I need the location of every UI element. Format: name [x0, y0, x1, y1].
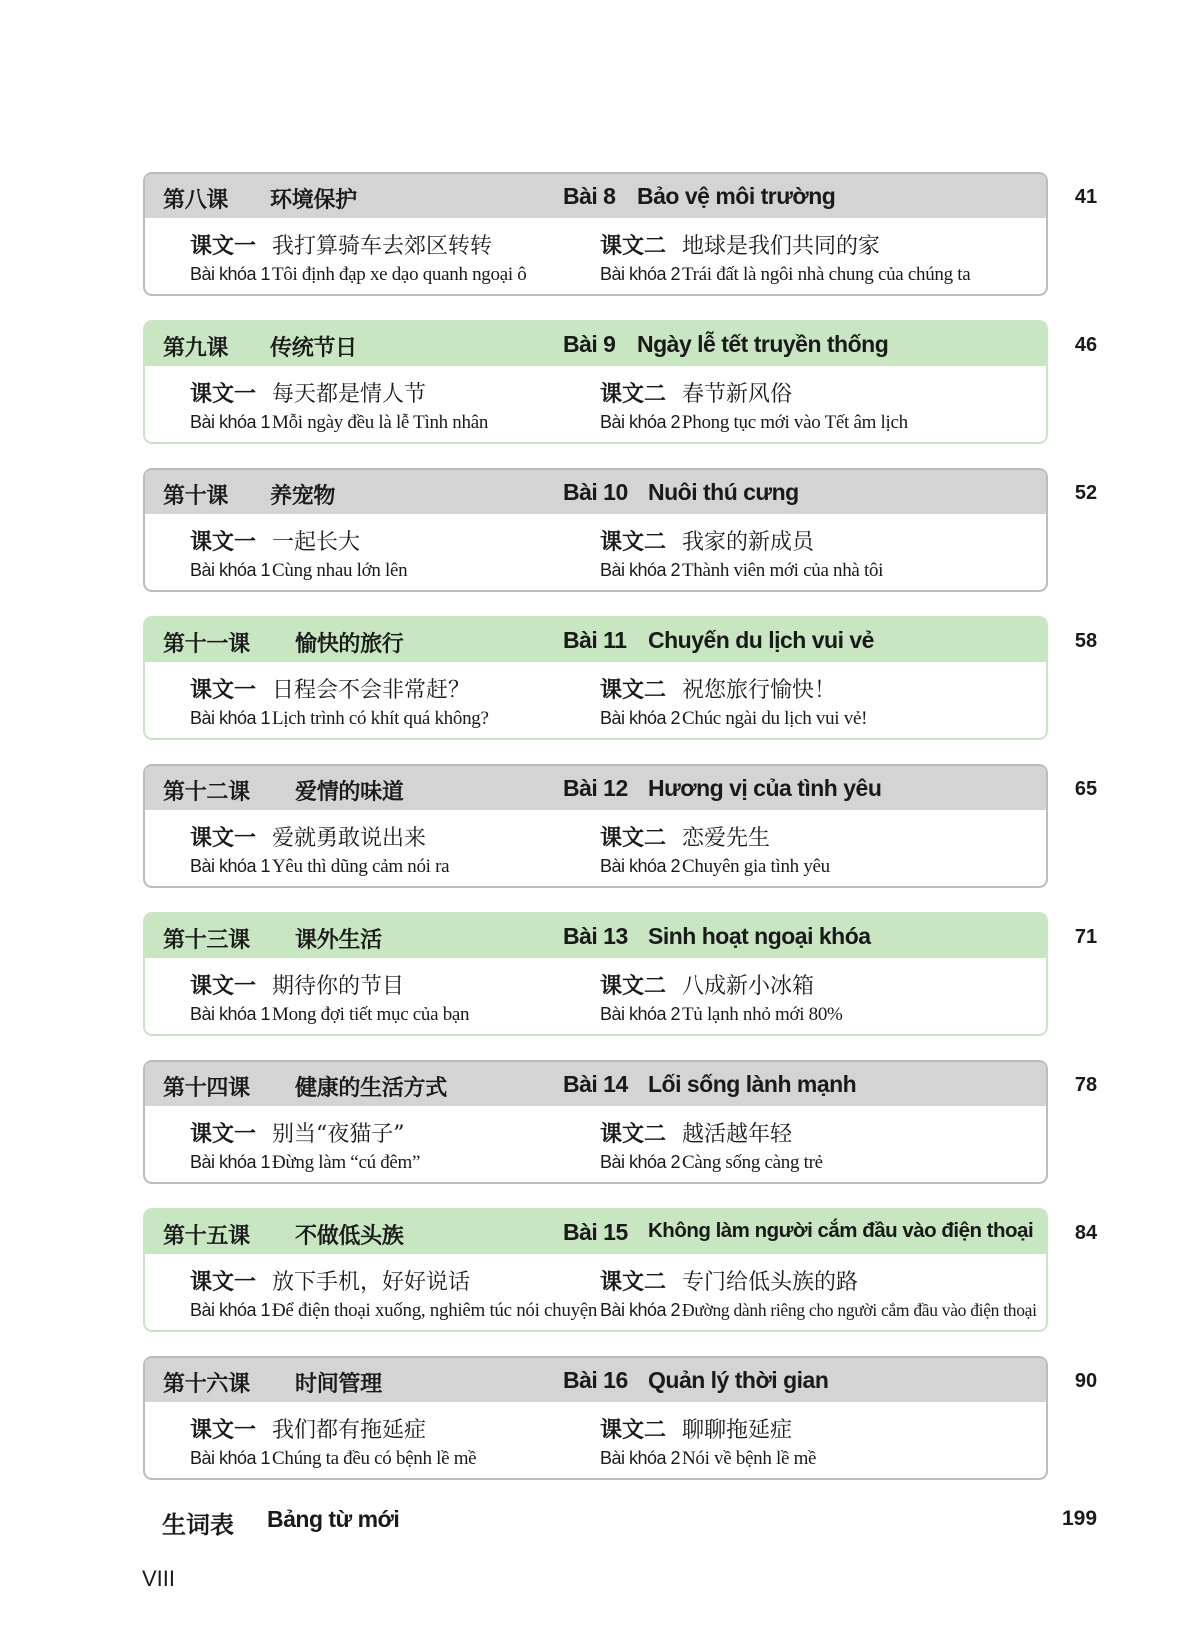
- text1-title-vi: Mỗi ngày đều là lễ Tình nhân: [272, 412, 489, 433]
- text2-label: 课文二: [600, 826, 667, 851]
- text1-title-vi: Tôi định đạp xe dạo quanh ngoại ô: [272, 264, 527, 285]
- lesson-title-vi: Nuôi thú cưng: [648, 479, 799, 505]
- lesson-number-zh: 第十六课: [163, 1372, 250, 1397]
- lesson-block: [143, 764, 1048, 888]
- text2-title-zh: 我家的新成员: [682, 530, 815, 555]
- text1-label: 课文一: [190, 382, 257, 407]
- lesson-number-vi: Bài 9: [563, 331, 616, 357]
- text1-title-vi: Yêu thì dũng cảm nói ra: [272, 856, 450, 877]
- text1-label-vi: Bài khóa 1: [190, 264, 271, 284]
- text2-label-vi: Bài khóa 2: [600, 1004, 681, 1024]
- text1-title-zh: 我们都有拖延症: [272, 1418, 427, 1443]
- text2-title-zh: 祝您旅行愉快！: [682, 678, 837, 703]
- lesson-number-vi: Bài 10: [563, 479, 628, 505]
- lesson-number-zh: 第十四课: [163, 1076, 250, 1101]
- lesson-number-zh: 第十五课: [163, 1224, 250, 1249]
- text2-label-vi: Bài khóa 2: [600, 560, 681, 580]
- lesson-title-vi: Chuyến du lịch vui vẻ: [648, 627, 874, 653]
- text1-title-zh: 期待你的节目: [272, 974, 405, 999]
- lesson-title-vi: Bảo vệ môi trường: [637, 183, 836, 209]
- vocab-list-title-vi: Bảng từ mới: [267, 1506, 400, 1532]
- text1-title-vi: Đừng làm “cú đêm”: [272, 1152, 421, 1173]
- text1-label: 课文一: [190, 1122, 257, 1147]
- text1-label: 课文一: [190, 678, 257, 703]
- lesson-page-number: 52: [1074, 482, 1098, 504]
- lesson-number-zh: 第八课: [163, 188, 229, 213]
- text2-label-vi: Bài khóa 2: [600, 856, 681, 876]
- lesson-title-vi: Sinh hoạt ngoại khóa: [648, 923, 871, 949]
- lesson-number-vi: Bài 16: [563, 1367, 628, 1393]
- lesson-title-zh: 时间管理: [295, 1372, 382, 1397]
- lesson-block: [143, 1208, 1048, 1332]
- vocab-page-number: 199: [1062, 1507, 1098, 1530]
- page-number-roman: VIII: [142, 1566, 176, 1591]
- lesson-title-vi: Ngày lễ tết truyền thống: [637, 331, 889, 357]
- lesson-title-zh: 愉快的旅行: [295, 632, 404, 657]
- text2-title-vi: Tủ lạnh nhỏ mới 80%: [682, 1004, 843, 1025]
- text2-title-zh: 越活越年轻: [682, 1122, 793, 1147]
- lesson-block: [143, 912, 1048, 1036]
- text1-label-vi: Bài khóa 1: [190, 1448, 271, 1468]
- lesson-page-number: 46: [1074, 334, 1098, 356]
- text1-label: 课文一: [190, 1270, 257, 1295]
- lesson-title-zh: 养宠物: [270, 484, 336, 509]
- text1-title-zh: 放下手机，好好说话: [272, 1270, 471, 1295]
- text2-label: 课文二: [600, 382, 667, 407]
- lesson-title-vi: Quản lý thời gian: [648, 1367, 829, 1393]
- lesson-number-vi: Bài 12: [563, 775, 628, 801]
- lesson-block: [143, 172, 1048, 296]
- text2-title-vi: Trái đất là ngôi nhà chung của chúng ta: [682, 264, 971, 285]
- text2-title-vi: Nói về bệnh lề mề: [682, 1448, 817, 1469]
- lesson-block: [143, 468, 1048, 592]
- vocab-list-title-zh: 生词表: [162, 1511, 234, 1539]
- text2-title-zh: 八成新小冰箱: [682, 974, 815, 999]
- lesson-title-zh: 健康的生活方式: [295, 1076, 447, 1101]
- lesson-title-zh: 不做低头族: [295, 1224, 404, 1249]
- text2-label: 课文二: [600, 1418, 667, 1443]
- text1-title-zh: 爱就勇敢说出来: [272, 826, 427, 851]
- lesson-number-vi: Bài 11: [563, 627, 627, 653]
- lesson-number-vi: Bài 13: [563, 923, 628, 949]
- lesson-block: [143, 1356, 1048, 1480]
- text2-label-vi: Bài khóa 2: [600, 708, 681, 728]
- text1-label-vi: Bài khóa 1: [190, 1300, 271, 1320]
- lesson-page-number: 78: [1074, 1074, 1098, 1096]
- text2-label: 课文二: [600, 974, 667, 999]
- text1-title-vi: Chúng ta đều có bệnh lề mề: [272, 1448, 477, 1469]
- text1-title-zh: 一起长大: [272, 530, 361, 555]
- text2-title-zh: 春节新风俗: [682, 382, 793, 407]
- lesson-block: [143, 320, 1048, 444]
- text1-title-vi: Để điện thoại xuống, nghiêm túc nói chuyện: [272, 1300, 598, 1321]
- text2-label: 课文二: [600, 1122, 667, 1147]
- text1-label-vi: Bài khóa 1: [190, 412, 271, 432]
- text1-label-vi: Bài khóa 1: [190, 1004, 271, 1024]
- text1-label: 课文一: [190, 974, 257, 999]
- lesson-number-vi: Bài 15: [563, 1219, 628, 1245]
- text1-label: 课文一: [190, 530, 257, 555]
- lesson-page-number: 90: [1074, 1370, 1098, 1392]
- lesson-number-vi: Bài 8: [563, 183, 616, 209]
- lesson-title-zh: 环境保护: [270, 188, 357, 213]
- lesson-page-number: 58: [1074, 630, 1098, 652]
- lesson-number-zh: 第十二课: [163, 780, 250, 805]
- lesson-title-zh: 课外生活: [295, 928, 382, 953]
- text2-title-zh: 地球是我们共同的家: [682, 234, 881, 259]
- lesson-page-number: 65: [1074, 778, 1098, 800]
- lesson-number-zh: 第十一课: [163, 632, 250, 657]
- text1-label: 课文一: [190, 234, 257, 259]
- text2-title-vi: Chúc ngài du lịch vui vẻ!: [682, 708, 868, 729]
- lesson-number-zh: 第十课: [163, 484, 229, 509]
- lesson-number-zh: 第十三课: [163, 928, 250, 953]
- text1-label-vi: Bài khóa 1: [190, 708, 271, 728]
- lesson-title-zh: 爱情的味道: [295, 780, 404, 805]
- text1-label-vi: Bài khóa 1: [190, 1152, 271, 1172]
- text1-title-vi: Lịch trình có khít quá không?: [272, 708, 489, 729]
- lesson-block: [143, 1060, 1048, 1184]
- text1-label: 课文一: [190, 1418, 257, 1443]
- text2-title-vi: Đường dành riêng cho người cắm đầu vào điện thoại: [682, 1300, 1037, 1320]
- text2-label: 课文二: [600, 234, 667, 259]
- text1-title-vi: Cùng nhau lớn lên: [272, 560, 408, 581]
- text2-label: 课文二: [600, 678, 667, 703]
- lesson-title-vi: Không làm người cắm đầu vào điện thoại: [648, 1219, 1034, 1242]
- text1-title-vi: Mong đợi tiết mục của bạn: [272, 1004, 470, 1025]
- lesson-page-number: 84: [1074, 1222, 1098, 1244]
- lesson-block: [143, 616, 1048, 740]
- text1-label: 课文一: [190, 826, 257, 851]
- text1-title-zh: 每天都是情人节: [272, 382, 427, 407]
- text2-title-zh: 恋爱先生: [682, 826, 771, 851]
- lesson-number-vi: Bài 14: [563, 1071, 628, 1097]
- text2-label-vi: Bài khóa 2: [600, 1300, 681, 1320]
- text2-label: 课文二: [600, 530, 667, 555]
- text2-title-vi: Thành viên mới của nhà tôi: [682, 560, 884, 581]
- lesson-title-vi: Hương vị của tình yêu: [648, 775, 882, 801]
- lesson-page-number: 41: [1074, 186, 1098, 208]
- lesson-title-zh: 传统节日: [270, 336, 357, 361]
- text2-label-vi: Bài khóa 2: [600, 264, 681, 284]
- text2-title-vi: Phong tục mới vào Tết âm lịch: [682, 412, 908, 433]
- text2-title-vi: Càng sống càng trẻ: [682, 1152, 823, 1173]
- text2-title-zh: 专门给低头族的路: [682, 1270, 859, 1295]
- text2-title-zh: 聊聊拖延症: [682, 1418, 793, 1443]
- text1-title-zh: 日程会不会非常赶？: [272, 678, 471, 703]
- lesson-title-vi: Lối sống lành mạnh: [648, 1071, 857, 1097]
- text2-label-vi: Bài khóa 2: [600, 412, 681, 432]
- text1-title-zh: 别当“夜猫子”: [272, 1122, 405, 1147]
- text1-label-vi: Bài khóa 1: [190, 856, 271, 876]
- text1-title-zh: 我打算骑车去郊区转转: [272, 234, 493, 259]
- lesson-page-number: 71: [1074, 926, 1098, 948]
- text2-label-vi: Bài khóa 2: [600, 1448, 681, 1468]
- text2-label: 课文二: [600, 1270, 667, 1295]
- text2-label-vi: Bài khóa 2: [600, 1152, 681, 1172]
- lesson-number-zh: 第九课: [163, 336, 229, 361]
- text2-title-vi: Chuyên gia tình yêu: [682, 856, 830, 877]
- text1-label-vi: Bài khóa 1: [190, 560, 271, 580]
